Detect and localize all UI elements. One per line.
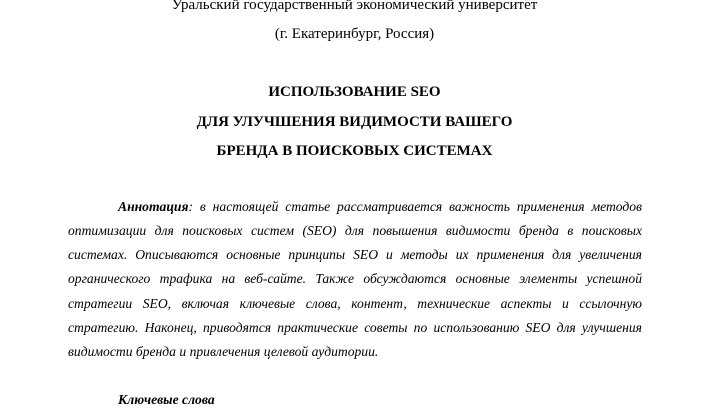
paper-title-line-1: ИСПОЛЬЗОВАНИЕ SEO	[268, 84, 441, 100]
abstract-line-7: видимости бренда и привлечения целевой аудитории.	[68, 344, 379, 359]
paper-title-line-3: БРЕНДА В ПОИСКОВЫХ СИСТЕМАХ	[216, 143, 493, 159]
city-line: (г. Екатеринбург, Россия)	[274, 26, 435, 42]
university-name: Уральский государственный экономический университет	[171, 0, 538, 13]
abstract-line-4: органического трафика на веб-сайте. Также обсуждаются основные элементы успешной	[68, 271, 642, 286]
abstract-line-5: стратегии SEO, включая ключевые слова, контент, технические аспекты и ссылочную	[68, 296, 642, 311]
abstract-line-1-text: : в настоящей статье рассматривается важность применения методов	[188, 199, 642, 214]
abstract-line-1	[118, 199, 642, 215]
abstract-line-3: системах. Описываются основные принципы SEO и методы их применения для увеличения	[68, 247, 642, 262]
abstract-label: Аннотация	[118, 199, 189, 214]
paper-title-line-2: ДЛЯ УЛУЧШЕНИЯ ВИДИМОСТИ ВАШЕГО	[196, 114, 513, 130]
abstract-line-6: стратегию. Наконец, приводятся практические советы по использованию SEO для улучшения	[68, 320, 642, 335]
keywords-label: Ключевые слова	[118, 392, 215, 407]
abstract-line-2: оптимизации для поисковых систем (SEO) для повышения видимости бренда в поисковых	[68, 223, 642, 238]
